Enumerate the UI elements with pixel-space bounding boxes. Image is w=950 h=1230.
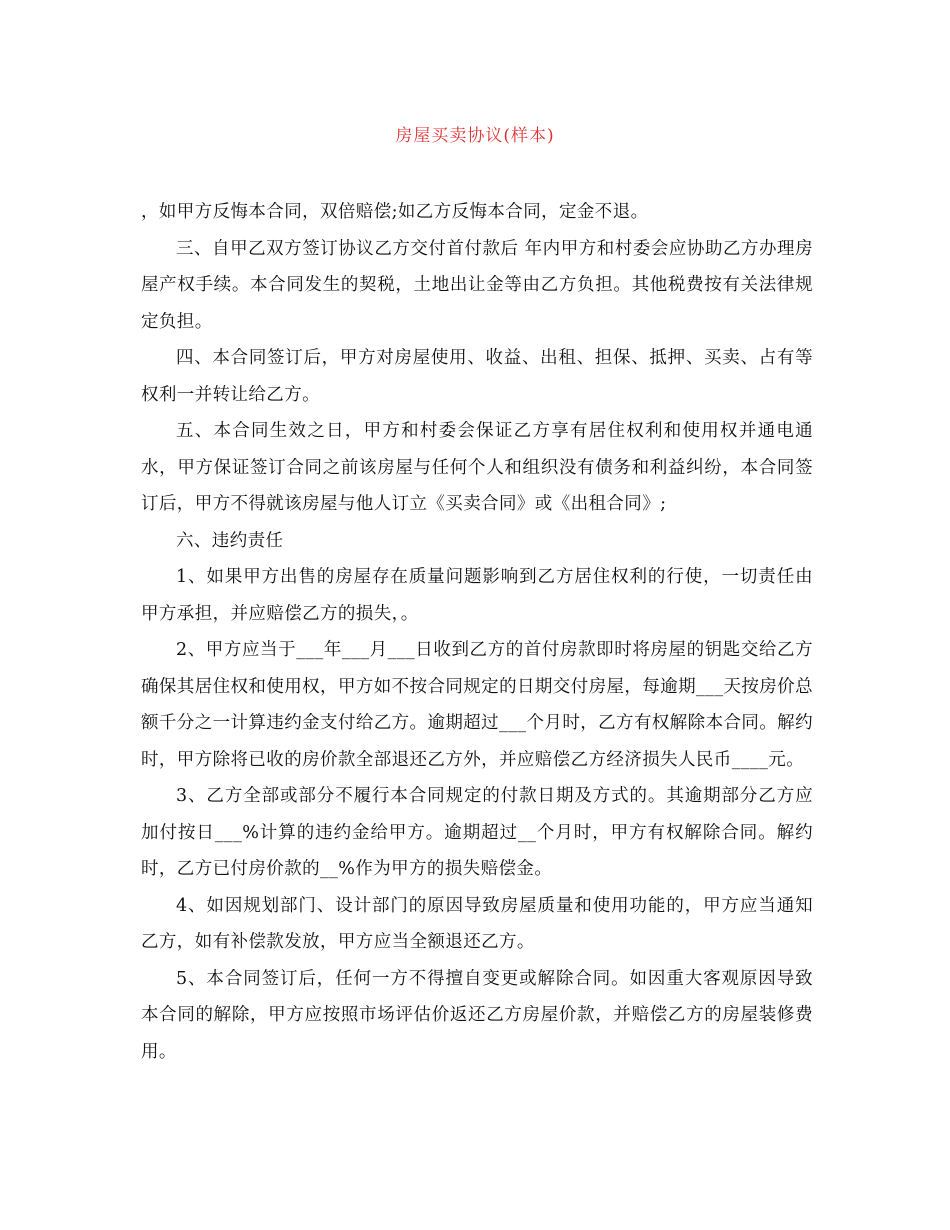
paragraph-liability-4: 4、如因规划部门、设计部门的原因导致房屋质量和使用功能的，甲方应当通知乙方，如有补偿款发放，甲方应当全额退还乙方。	[141, 895, 813, 952]
section-heading-liability: 六、违约责任	[176, 530, 284, 551]
document-body	[141, 194, 813, 1070]
paragraph-liability-2: 2、甲方应当于___年___月___日收到乙方的首付房款即时将房屋的钥匙交给乙方确保其居住权和使用权，甲方如不按合同规定的日期交付房屋，每逾期___天按房价总额千分之一计算违约金支付给乙方。逾期超过___个月时，乙方有权解除本合同。解约时，甲方除将已收的房价款全部退还乙方外，并应赔偿乙方经济损失人民币____元。	[141, 640, 813, 770]
paragraph-liability-1: 1、如果甲方出售的房屋存在质量问题影响到乙方居住权利的行使，一切责任由甲方承担，并应赔偿乙方的损失，。	[141, 567, 813, 624]
paragraph-liability-5: 5、本合同签订后，任何一方不得擅自变更或解除合同。如因重大客观原因导致本合同的解除，甲方应按照市场评估价返还乙方房屋价款，并赔偿乙方的房屋装修费用。	[141, 968, 813, 1062]
paragraph-continuation: ，如甲方反悔本合同，双倍赔偿;如乙方反悔本合同，定金不退。	[141, 202, 649, 222]
paragraph-liability-3: 3、乙方全部或部分不履行本合同规定的付款日期及方式的。其逾期部分乙方应加付按日___%计算的违约金给甲方。逾期超过__个月时，甲方有权解除合同。解约时，乙方已付房价款的__%作为甲方的损失赔偿金。	[141, 786, 813, 879]
document-title: 房屋买卖协议(样本)	[395, 126, 555, 146]
paragraph-clause-4: 四、本合同签订后，甲方对房屋使用、收益、出租、担保、抵押、买卖、占有等权利一并转让给乙方。	[141, 348, 813, 405]
paragraph-clause-3: 三、自甲乙双方签订协议乙方交付首付款后 年内甲方和村委会应协助乙方办理房屋产权手续。本合同发生的契税，土地出让金等由乙方负担。其他税费按有关法律规定负担。	[141, 238, 813, 332]
paragraph-clause-5: 五、本合同生效之日，甲方和村委会保证乙方享有居住权利和使用权并通电通水，甲方保证签订合同之前该房屋与任何个人和组织没有债务和利益纠纷，本合同签订后，甲方不得就该房屋与他人订立《买卖合同》或《出租合同》;	[141, 421, 813, 514]
